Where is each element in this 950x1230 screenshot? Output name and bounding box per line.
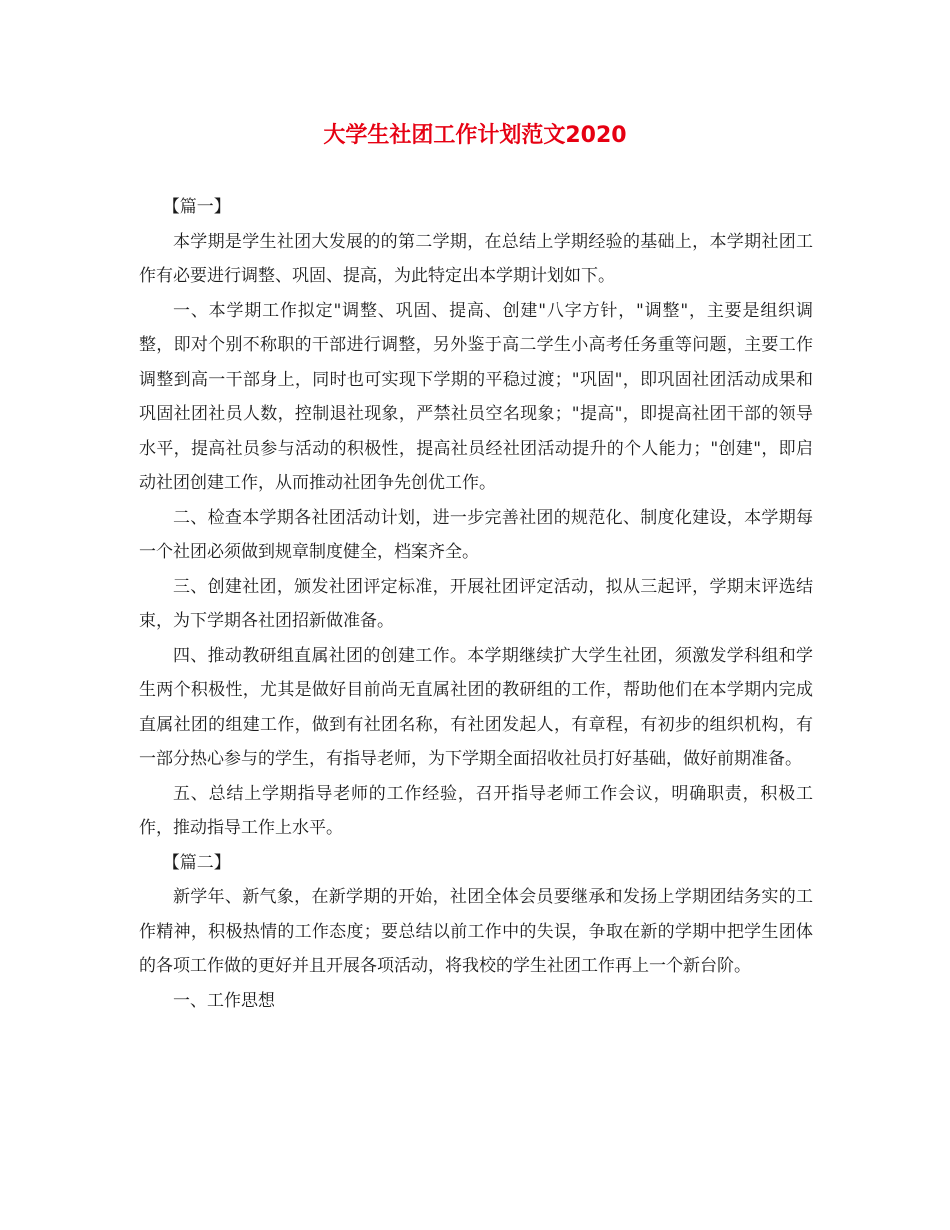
paragraph-item-3: 三、创建社团，颁发社团评定标准，开展社团评定活动，拟从三起评，学期末评选结束，为下学期各社团招新做准备。 <box>139 576 813 631</box>
paragraph-intro-1: 本学期是学生社团大发展的的第二学期，在总结上学期经验的基础上，本学期社团工作有必要进行调整、巩固、提高，为此特定出本学期计划如下。 <box>139 231 813 286</box>
paragraph-subheading: 一、工作思想 <box>173 990 275 1011</box>
paragraph-item-5: 五、总结上学期指导老师的工作经验，召开指导老师工作会议，明确职责，积极工作，推动指导工作上水平。 <box>139 783 813 838</box>
paragraph-intro-2: 新学年、新气象，在新学期的开始，社团全体会员要继承和发扬上学期团结务实的工作精神，积极热情的工作态度；要总结以前工作中的失误，争取在新的学期中把学生团体的各项工作做的更好并且开展各项活动，将我校的学生社团工作再上一个新台阶。 <box>139 887 813 976</box>
section-heading-2: 【篇二】 <box>162 852 231 873</box>
paragraph-item-1: 一、本学期工作拟定"调整、巩固、提高、创建"八字方针，"调整"，主要是组织调整，即对个别不称职的干部进行调整，另外鉴于高二学生小高考任务重等问题，主要工作调整到高一干部身上，同时也可实现下学期的平稳过渡；"巩固"，即巩固社团活动成果和巩固社团社员人数，控制退社现象，严禁社员空名现象；"提高"，即提高社团干部的领导水平，提高社员参与活动的积极性，提高社员经社团活动提升的个人能力；"创建"，即启动社团创建工作，从而推动社团争先创优工作。 <box>139 300 813 493</box>
section-heading-1: 【篇一】 <box>162 197 231 217</box>
document-body <box>139 190 813 1018</box>
paragraph-item-4: 四、推动教研组直属社团的创建工作。本学期继续扩大学生社团，须激发学科组和学生两个积极性，尤其是做好目前尚无直属社团的教研组的工作，帮助他们在本学期内完成直属社团的组建工作，做到有社团名称，有社团发起人，有章程，有初步的组织机构，有一部分热心参与的学生，有指导老师，为下学期全面招收社员打好基础，做好前期准备。 <box>139 645 813 769</box>
document-title: 大学生社团工作计划范文2020 <box>323 123 627 148</box>
paragraph-item-2: 二、检查本学期各社团活动计划，进一步完善社团的规范化、制度化建设，本学期每一个社团必须做到规章制度健全，档案齐全。 <box>139 507 813 562</box>
